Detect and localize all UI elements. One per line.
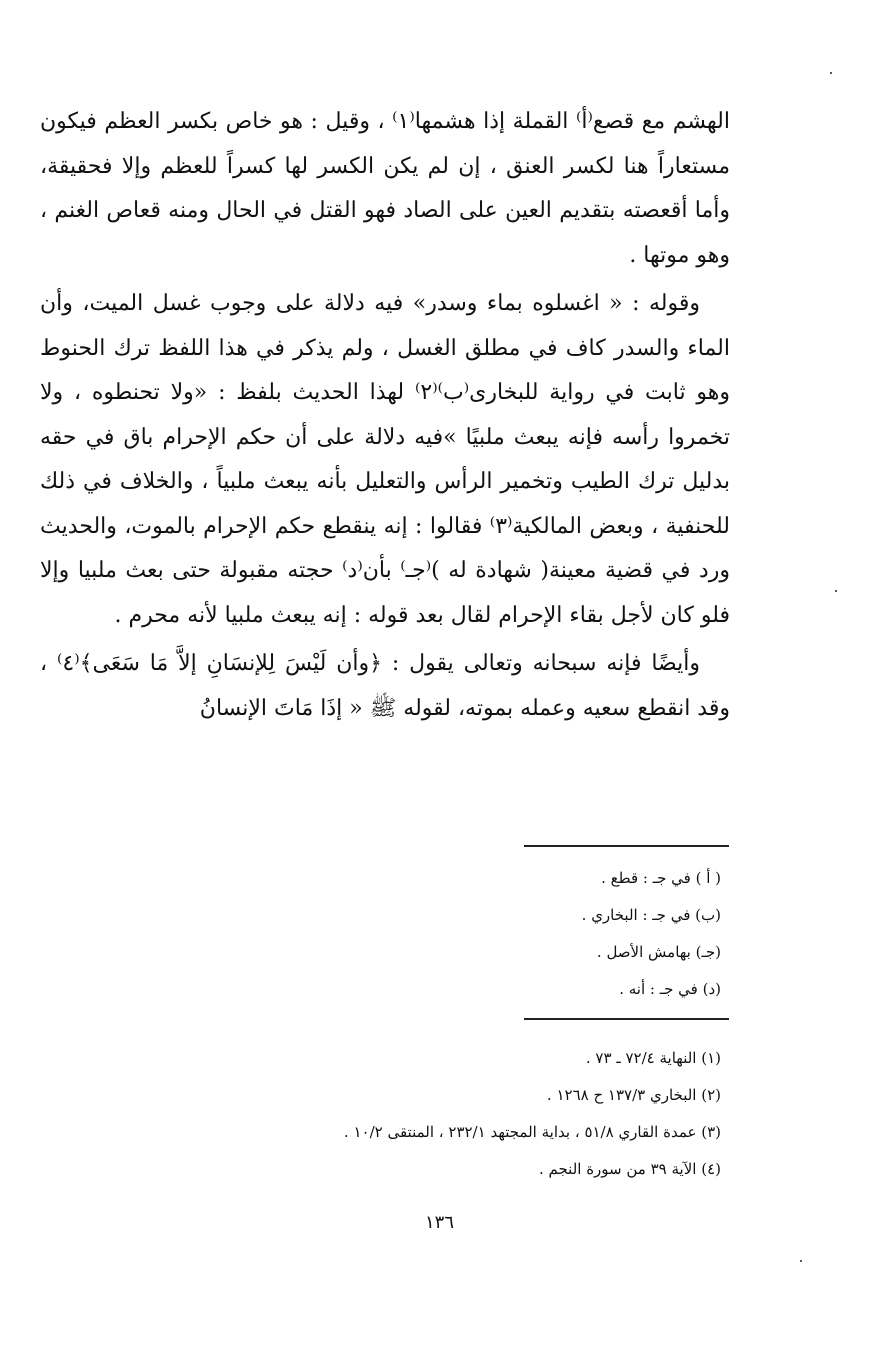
scan-speck	[835, 590, 837, 592]
footnote: (جـ) بهامش الأصل .	[596, 943, 721, 961]
text-line: بأن⁽د⁾ حجته مقبولة حتى بعث ملبيا وإلا فلو كان لأجل بقاء الإحرام لقال	[40, 558, 730, 628]
footnote: (٤) الآية ٣٩ من سورة النجم .	[538, 1160, 721, 1178]
paragraph	[40, 100, 730, 278]
text-line: الماء والسدر كاف في مطلق الغسل ، ولم يذكر في هذا اللفظ ترك	[113, 335, 730, 361]
text-line: الحنوط وهو ثابت في رواية للبخارى⁽ب⁾⁽٢⁾ لهذا الحديث بلفظ : «ولا	[40, 335, 731, 405]
main-text	[40, 100, 730, 731]
text-line: بعد قوله : إنه يبعث ملبيا لأنه محرم .	[114, 602, 444, 628]
page-number: ١٣٦	[424, 1212, 454, 1233]
text-line: ملبياً ، والخلاف في ذلك للحنفية ، وبعض المالكية⁽٣⁾ فقالوا : إنه ينقطع	[40, 469, 730, 539]
text-line: الهشم مع قصع⁽أ⁾ القملة إذا هشمها⁽١⁾ ، وقيل : هو خاص بكسر العظم	[104, 109, 730, 134]
text-line: وقوله : « اغسلوه بماء وسدر» فيه دلالة على وجوب غسل الميت، وأن	[40, 291, 700, 316]
footnote: (١) النهاية ٧٢/٤ ـ ٧٣ .	[585, 1049, 721, 1067]
text-line: تحنطوه ، ولا تخمروا رأسه فإنه يبعث ملبيًا »فيه دلالة على أن حكم	[40, 380, 730, 450]
variant-notes	[201, 860, 721, 1008]
footnote: (د) في جـ : أنه .	[619, 980, 721, 998]
footnote: (٢) البخاري ١٣٧/٣ ح ١٢٦٨ .	[546, 1086, 721, 1104]
footnote-separator	[524, 845, 729, 847]
text-line: وأيضًا فإنه سبحانه وتعالى يقول : ﴿وأن لَيْسَ لِلإنسَانِ إلاَّ مَا	[149, 651, 700, 676]
footnote: ( أ ) في جـ : قطع .	[601, 869, 721, 887]
scan-speck	[800, 1260, 802, 1262]
paragraph	[40, 282, 730, 638]
reference-notes	[201, 1040, 721, 1188]
footnote-separator	[524, 1018, 729, 1020]
footnote: (ب) في جـ : البخاري .	[581, 906, 721, 924]
text-line: الإحرام باق في حقه بدليل ترك الطيب وتخمير الرأس والتعليل بأنه يبعث	[40, 424, 730, 494]
text-line: حكم الإحرام بالموت، والحديث ورد في قضية معينة( شهادة له )⁽جـ⁾	[40, 513, 730, 583]
text-line: سَعَى﴾⁽٤⁾ ، وقد انقطع سعيه وعمله بموته، لقوله ﷺ « إذَا مَاتَ الإنسانُ	[40, 651, 730, 721]
paragraph	[40, 642, 730, 731]
text-line: قعاص الغنم ، وهو موتها .	[40, 198, 730, 268]
scan-speck	[830, 72, 832, 74]
footnote: (٣) عمدة القاري ٥١/٨ ، بداية المجتهد ٢٣٢/١ ، المنتقى ١٠/٢ .	[343, 1123, 721, 1141]
text-line: فحقيقة، وأما أقعصته بتقديم العين على الصاد فهو القتل في الحال ومنه	[40, 153, 731, 223]
text-line: فيكون مستعاراً هنا لكسر العنق ، إن لم يكن الكسر لها كسراً للعظم وإلا	[40, 109, 730, 179]
